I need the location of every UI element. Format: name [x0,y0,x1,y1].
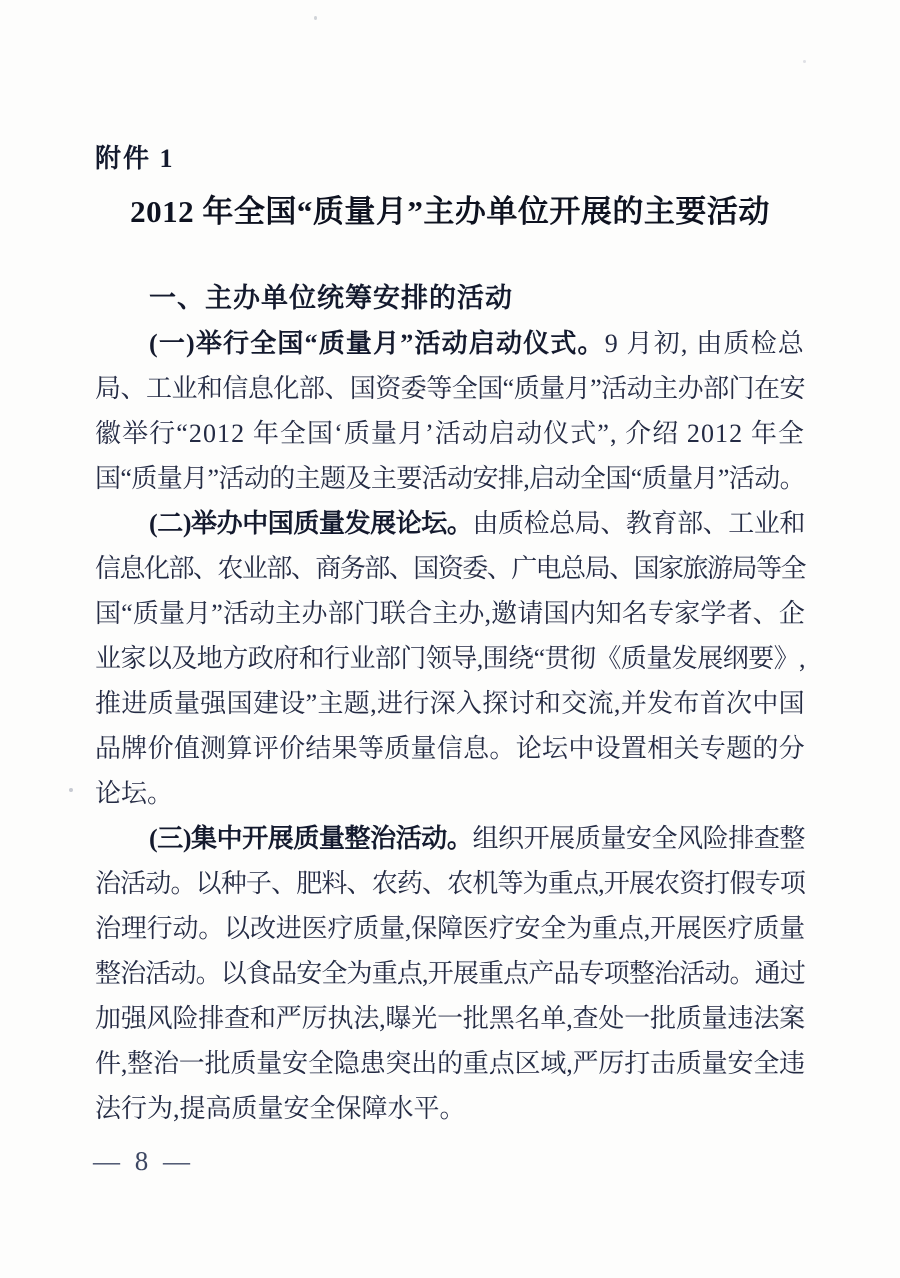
text-line [95,951,805,996]
text-line [95,996,805,1041]
text-line [95,321,805,366]
document-body [95,276,805,1131]
text-line [95,1041,805,1086]
line-text: 9 月初, 由质检总 [604,329,805,358]
line-text: 业家以及地方政府和行业部门领导,围绕“贯彻《质量发展纲要》, [95,644,805,673]
text-line [95,861,805,906]
line-text: 品牌价值测算评价结果等质量信息。论坛中设置相关专题的分 [95,734,805,763]
document-title: 2012 年全国“质量月”主办单位开展的主要活动 [130,194,770,229]
text-line [95,591,805,636]
line-text: 国“质量月”活动的主题及主要活动安排,启动全国“质量月”活动。 [95,464,805,493]
paragraph-lead: (二)举办中国质量发展论坛。 [149,509,473,538]
line-text: 徽举行“2012 年全国‘质量月’活动启动仪式”, 介绍 2012 年全 [95,419,805,448]
scan-speck [803,60,806,63]
text-line [95,546,805,591]
text-line [95,771,805,816]
line-text: 信息化部、农业部、商务部、国资委、广电总局、国家旅游局等全 [95,554,805,583]
line-text: 治活动。以种子、肥料、农药、农机等为重点,开展农资打假专项 [95,869,805,898]
line-text: 局、工业和信息化部、国资委等全国“质量月”活动主办部门在安 [95,374,805,403]
text-line [95,1086,805,1131]
text-line [95,411,805,456]
page-number: — 8 — [93,1146,194,1176]
section-heading [95,276,805,321]
paragraph-lead: (一)举行全国“质量月”活动启动仪式。 [149,329,605,358]
text-line [95,501,805,546]
line-text: 国“质量月”活动主办部门联合主办,邀请国内知名专家学者、企 [95,599,805,628]
scan-speck [314,16,317,20]
line-text: 整治活动。以食品安全为重点,开展重点产品专项整治活动。通过 [95,959,805,988]
text-line [95,906,805,951]
paragraph-lead: (三)集中开展质量整治活动。 [149,824,473,853]
text-line [95,816,805,861]
line-text: 件,整治一批质量安全隐患突出的重点区域,严厉打击质量安全违 [95,1049,805,1078]
line-text: 推进质量强国建设”主题,进行深入探讨和交流,并发布首次中国 [95,689,805,718]
text-line [95,681,805,726]
line-text: 论坛。 [95,779,174,808]
text-line [95,636,805,681]
scan-speck [69,788,73,792]
line-text: 法行为,提高质量安全保障水平。 [95,1094,466,1123]
line-text: 由质检总局、教育部、工业和 [472,509,805,538]
text-line [95,366,805,411]
heading-text: 一、主办单位统筹安排的活动 [149,283,513,313]
line-text: 组织开展质量安全风险排查整 [472,824,805,853]
text-line [95,726,805,771]
line-text: 加强风险排查和严厉执法,曝光一批黑名单,查处一批质量违法案 [95,1004,805,1033]
text-line [95,456,805,501]
line-text: 治理行动。以改进医疗质量,保障医疗安全为重点,开展医疗质量 [95,914,805,943]
attachment-label: 附件 1 [95,144,175,173]
